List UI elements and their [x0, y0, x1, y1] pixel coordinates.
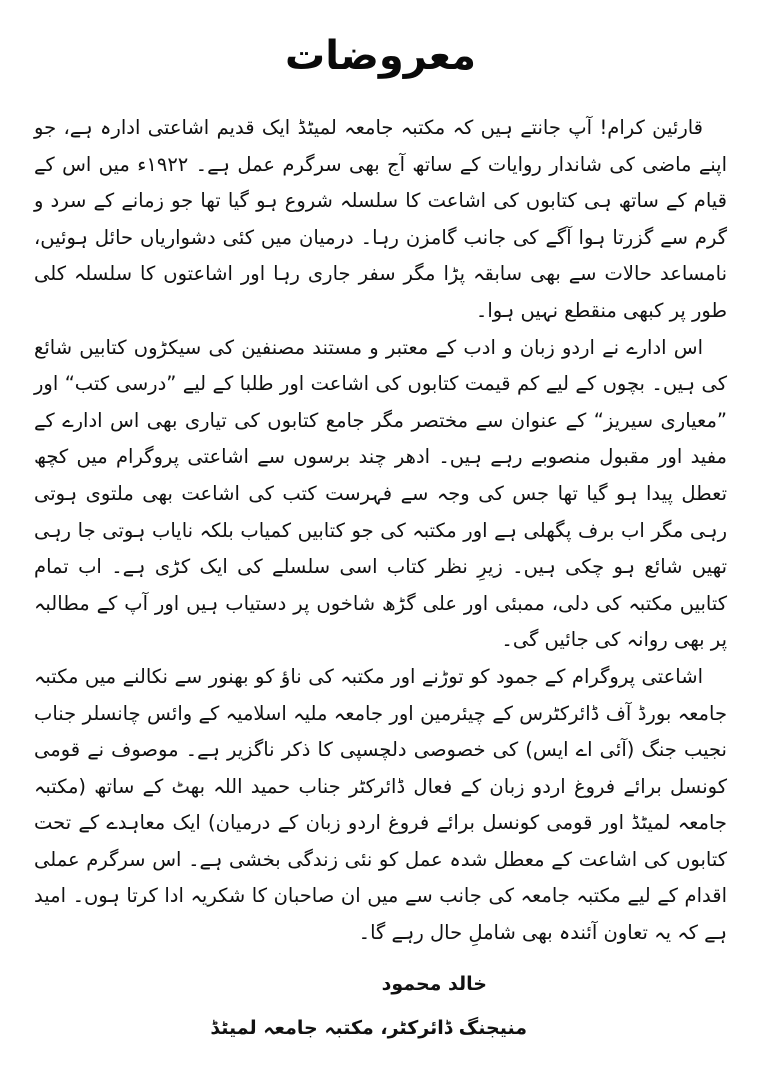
signature-name: خالد محمود — [381, 972, 487, 995]
signature-block — [34, 962, 727, 1050]
signature-designation: منیجنگ ڈائرکٹر، مکتبہ جامعہ لمیٹڈ — [210, 1016, 527, 1039]
paragraph-3: اشاعتی پروگرام کے جمود کو توڑنے اور مکتبہ کی ناؤ کو بھنور سے نکالنے میں مکتبہ جامعہ بورڈ آف ڈائرکٹرس کے چیئرمین اور جامعہ ملیہ اسلامیہ کے وائس چانسلر جناب نجیب جنگ (آئی اے ایس) کی خصوصی دلچسپی کا ذکر ناگزیر ہے۔ موصوف نے قومی کونسل برائے فروغ اردو زبان کے فعال ڈائرکٹر جناب حمید اللہ بھٹ کے ساتھ (مکتبہ جامعہ لمیٹڈ اور قومی کونسل برائے فروغ اردو زبان کے درمیان) ایک معاہدے کے تحت کتابوں کی اشاعت کے معطل شدہ عمل کو نئی زندگی بخشی ہے۔ اس سرگرم عملی اقدام کے لیے مکتبہ جامعہ کی جانب سے میں ان صاحبان کا شکریہ ادا کرتا ہوں۔ امید ہے کہ یہ تعاون آئندہ بھی شاملِ حال رہے گا۔ — [34, 664, 727, 945]
document-body — [34, 110, 727, 952]
paragraph-2: اس ادارے نے اردو زبان و ادب کے معتبر و مستند مصنفین کی سیکڑوں کتابیں شائع کی ہیں۔ بچوں کے لیے کم قیمت کتابوں کی اشاعت اور طلبا کے لیے ”درسی کتب“ اور ”معیاری سیریز“ کے عنوان سے مختصر مگر جامع کتابوں کی تیاری بھی اس ادارے کے مفید اور مقبول منصوبے رہے ہیں۔ ادھر چند برسوں سے اشاعتی پروگرام میں کچھ تعطل پیدا ہو گیا تھا جس کی وجہ سے فہرست کتب کی اشاعت بھی ملتوی ہوتی رہی مگر اب برف پگھلی ہے اور مکتبہ کی جو کتابیں کمیاب بلکہ نایاب ہوتی جا رہی تھیں شائع ہو چکی ہیں۔ زیرِ نظر کتاب اسی سلسلے کی ایک کڑی ہے۔ اب تمام کتابیں مکتبہ کی دلی، ممبئی اور علی گڑھ شاخوں پر دستیاب ہیں اور آپ کے مطالبہ پر بھی روانہ کی جائیں گی۔ — [34, 335, 727, 652]
page-title: معروضات — [285, 33, 476, 79]
paragraph-1: قارئین کرام! آپ جانتے ہیں کہ مکتبہ جامعہ لمیٹڈ ایک قدیم اشاعتی ادارہ ہے، جو اپنے ماضی کی شاندار روایات کے ساتھ آج بھی سرگرم عمل ہے۔ ۱۹۲۲ء میں اس کے قیام کے ساتھ ہی کتابوں کی اشاعت کا سلسلہ شروع ہو گیا تھا جو زمانے کے سرد و گرم سے گزرتا ہوا آگے کی جانب گامزن رہا۔ درمیان میں کئی دشواریاں حائل ہوئیں، نامساعد حالات سے بھی سابقہ پڑا مگر سفر جاری رہا اور اشاعتوں کا سلسلہ کلی طور پر کبھی منقطع نہیں ہوا۔ — [34, 116, 727, 322]
